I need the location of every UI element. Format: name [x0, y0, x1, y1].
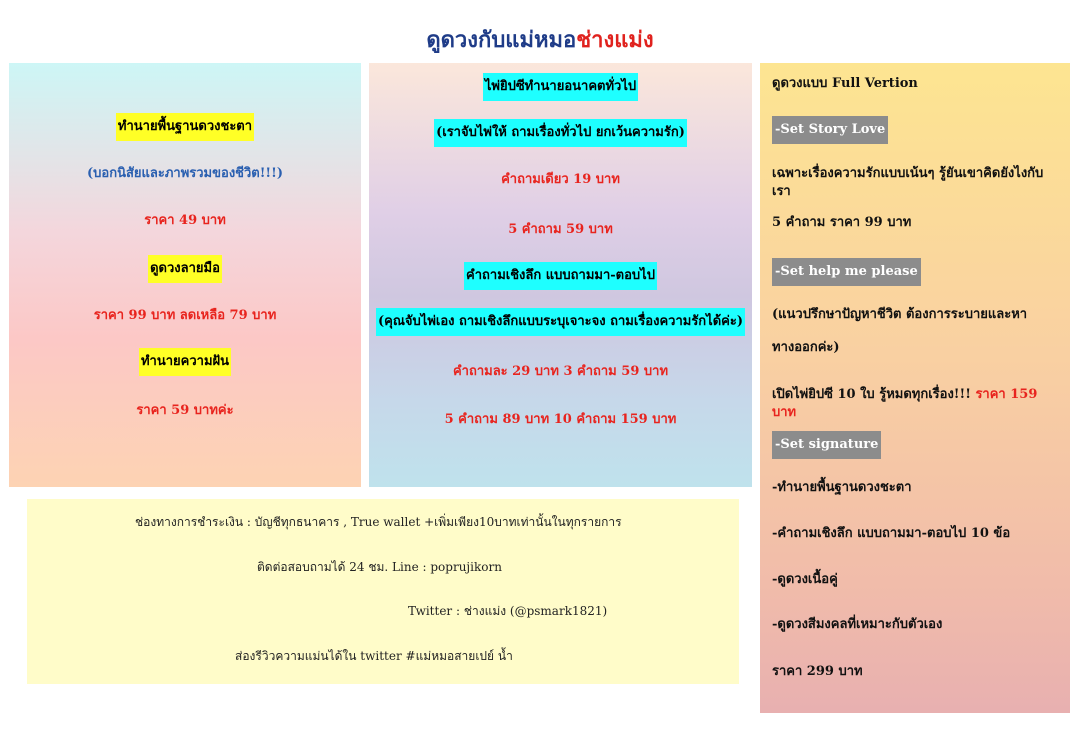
set-signature-tag: -Set signature: [772, 431, 881, 459]
twitter-info: Twitter : ช่างแม่ง (@psmark1821): [408, 604, 608, 618]
five-question-price: 5 คำถาม 59 บาท: [508, 222, 613, 237]
single-question-price: คำถามเดียว 19 บาท: [501, 172, 620, 187]
set-signature-item-4: -ดูดวงสีมงคลที่เหมาะกับตัวเอง: [772, 617, 943, 632]
deep-question-price-2: 5 คำถาม 89 บาท 10 คำถาม 159 บาท: [444, 412, 677, 427]
deep-question-price-1: คำถามละ 29 บาท 3 คำถาม 59 บาท: [452, 364, 669, 379]
set-help-me-description-2: ทางออกค่ะ): [772, 340, 840, 355]
palm-reading-heading: ดูดวงลายมือ: [148, 255, 222, 283]
tarot-general-description: (เราจับไพ่ให้ ถามเรื่องทั่วไป ยกเว้นความรัก): [434, 119, 687, 147]
set-signature-item-2: -คำถามเชิงลึก แบบถามมา-ตอบไป 10 ข้อ: [772, 526, 1011, 541]
set-help-me-tag: -Set help me please: [772, 258, 921, 286]
deep-question-heading: คำถามเชิงลึก แบบถามมา-ตอบไป: [464, 262, 657, 290]
contact-panel: [27, 499, 739, 684]
basic-reading-panel: [9, 63, 361, 487]
full-version-heading: ดูดวงแบบ Full Vertion: [772, 76, 918, 91]
set-help-me-price: ราคา 159 บาท: [772, 387, 1038, 420]
set-signature-item-1: -ทำนายพื้นฐานดวงชะตา: [772, 480, 912, 495]
title-part-2: ช่างแม่ง: [576, 28, 654, 53]
contact-info: ติดต่อสอบถามได้ 24 ชม. Line : poprujikorn: [257, 560, 502, 574]
deep-question-description: (คุณจับไพ่เอง ถามเชิงลึกแบบระบุเจาะจง ถามเรื่องความรักได้ค่ะ): [376, 308, 745, 336]
title-part-1: ดูดวงกับแม่หมอ: [426, 28, 577, 53]
dream-reading-heading: ทำนายความฝัน: [139, 348, 231, 376]
set-signature-item-3: -ดูดวงเนื้อคู่: [772, 572, 838, 587]
palm-reading-price: ราคา 99 บาท ลดเหลือ 79 บาท: [93, 308, 277, 323]
set-story-love-price: 5 คำถาม ราคา 99 บาท: [772, 215, 912, 230]
page-title: [0, 22, 1080, 57]
birth-chart-heading: ทำนายพื้นฐานดวงชะตา: [116, 113, 254, 141]
birth-chart-description: (บอกนิสัยและภาพรวมของชีวิต!!!): [86, 166, 283, 181]
set-story-love-description: เฉพาะเรื่องความรักแบบเน้นๆ รู้ยันเขาคิดยังไงกับเรา: [772, 166, 1044, 199]
review-info: ส่องรีวิวความแม่นได้ใน twitter #แม่หมอสายเปย์ น้ำ: [235, 649, 513, 663]
full-version-panel: [760, 63, 1070, 713]
set-signature-price: ราคา 299 บาท: [772, 664, 863, 679]
birth-chart-price: ราคา 49 บาท: [144, 213, 226, 228]
set-story-love-tag: -Set Story Love: [772, 116, 888, 144]
payment-info: ช่องทางการชำระเงิน : บัญชีทุกธนาคาร , True wallet +เพิ่มเพียง10บาทเท่านั้นในทุกรายการ: [135, 515, 622, 529]
tarot-panel: [369, 63, 752, 487]
set-help-me-description-1: (แนวปรึกษาปัญหาชีวิต ต้องการระบายและหา: [772, 307, 1028, 322]
tarot-general-heading: ไพ่ยิปซีทำนายอนาคตทั่วไป: [483, 73, 638, 101]
dream-reading-price: ราคา 59 บาทค่ะ: [136, 403, 234, 418]
set-help-me-description-3: เปิดไพ่ยิปซี 10 ใบ รู้หมดทุกเรื่อง!!!: [772, 387, 976, 402]
